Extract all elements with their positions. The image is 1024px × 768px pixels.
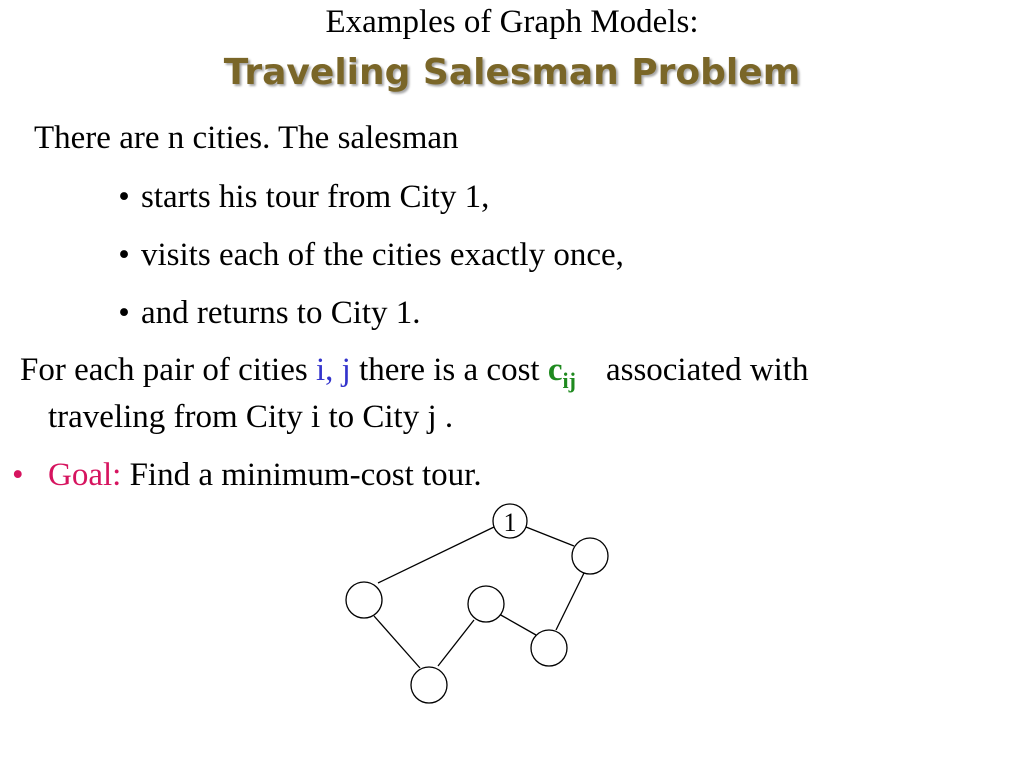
bullet-text: visits each of the cities exactly once,: [141, 237, 624, 273]
city-node: [531, 630, 567, 666]
goal-bullet-icon: •: [12, 457, 24, 493]
cost-statement-start: For each pair of cities: [20, 352, 316, 388]
slide-subtitle: Examples of Graph Models:: [325, 4, 699, 40]
cost-subscript: ij: [562, 368, 576, 393]
bullet-text: and returns to City 1.: [141, 295, 421, 331]
edge-1-2: [378, 527, 494, 583]
edge-2-6: [374, 616, 420, 668]
city-node: [411, 667, 447, 703]
cost-symbol: c: [547, 352, 563, 388]
goal-label: Goal:: [48, 457, 122, 493]
cost-statement-end: associated with: [605, 352, 809, 388]
edge-1-3: [526, 527, 574, 546]
edge-6-4: [438, 620, 474, 666]
edge-4-5: [499, 614, 536, 635]
intro-text: There are n cities. The salesman: [34, 120, 459, 156]
city-variables: i, j: [315, 352, 351, 388]
edge-5-3: [556, 573, 584, 630]
city-node: [468, 586, 504, 622]
slide-title: Traveling Salesman Problem: [223, 52, 801, 93]
cost-statement-continued: traveling from City i to City j .: [48, 399, 454, 435]
bullet-dot-icon: •: [118, 237, 130, 273]
goal-text: Find a minimum-cost tour.: [121, 457, 482, 493]
city-node-1-label: 1: [503, 508, 517, 537]
city-node: [572, 538, 608, 574]
bullet-dot-icon: •: [118, 179, 130, 215]
bullet-text: starts his tour from City 1,: [141, 179, 490, 215]
cost-statement-middle: there is a cost: [350, 352, 548, 388]
city-node: [346, 582, 382, 618]
bullet-dot-icon: •: [118, 295, 130, 331]
